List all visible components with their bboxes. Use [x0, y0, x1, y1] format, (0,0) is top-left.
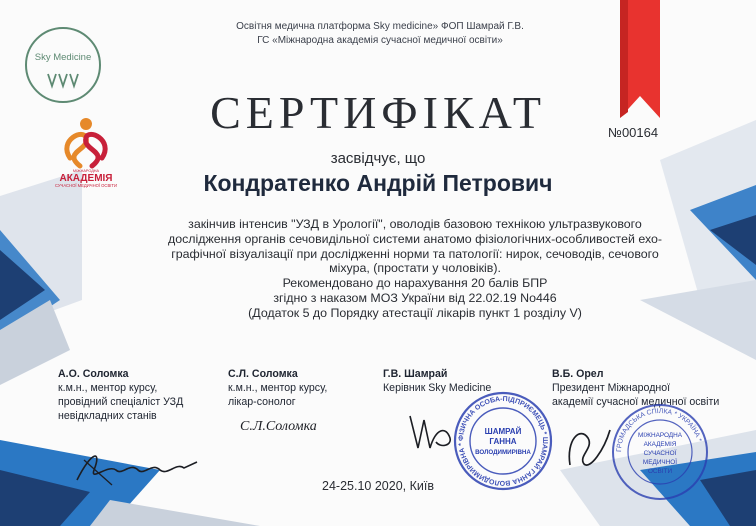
- body-line-4: міхура, (простати у чоловіків).: [329, 261, 501, 276]
- signatory-role: лікар-сонолог: [228, 396, 296, 408]
- signatory-role: Керівник Sky Medicine: [383, 382, 492, 394]
- signatory-role: невідкладних станів: [58, 410, 157, 422]
- signatory-2: [228, 367, 327, 409]
- certificate-title: СЕРТИФІКАТ: [210, 87, 546, 138]
- stamp-1-ring-text: ФІЗИЧНА ОСОБА-ПІДПРИЄМЕЦЬ * ШАМРАЙ ГАННА ВОЛОДИМИРІВНА *: [457, 395, 549, 487]
- body-line-5: Рекомендовано до нарахування 20 балів БПР: [282, 276, 548, 291]
- stamp-2-center-2: АКАДЕМІЯ: [643, 441, 677, 448]
- stamp-fop: [452, 390, 554, 492]
- certifies-text: засвідчує, що: [330, 150, 426, 167]
- signatory-role: Президент Міжнародної: [552, 382, 671, 394]
- academy-main: АКАДЕМІЯ: [59, 173, 113, 184]
- header-academy: ГС «Міжнародна академія сучасної медичної освіти»: [257, 35, 503, 46]
- signatory-role: к.м.н., ментор курсу,: [58, 382, 158, 394]
- signatory-name: С.Л. Соломка: [228, 368, 298, 380]
- leaf-icon: [48, 74, 78, 86]
- stamp-2-center-3: СУЧАСНОЇ: [643, 450, 677, 457]
- body-line-1: закінчив інтенсив "УЗД в Урології", оволодів базовою технікою ультразвукового: [188, 217, 642, 231]
- stamp-2-center-4: МЕДИЧНОЇ: [642, 459, 678, 466]
- stamp-1-center-2: ГАННА: [489, 437, 517, 446]
- signatory-role: академії сучасної медичної освіти: [552, 396, 720, 408]
- stamp-2-center-1: МІЖНАРОДНА: [637, 432, 683, 439]
- sky-logo-text: Sky Medicine: [34, 52, 92, 63]
- deco-bottom-left-grey: [90, 500, 260, 526]
- body-line-2: дослідження органів сечовидільної системи анатомо фізіологічних-особливостей ехо-: [167, 231, 663, 246]
- stamp-1-center-1: ШАМРАЙ: [484, 427, 522, 436]
- signatory-name: В.Б. Орел: [552, 368, 604, 380]
- body-line-3: графічної візуалізації при дослідженні норми та патології: нирок, сечоводів, сечового: [171, 246, 659, 261]
- body-line-6: згідно з наказом МОЗ України від 22.02.19 No446: [273, 290, 557, 305]
- signatory-role: провідний спеціаліст УЗД: [58, 396, 184, 408]
- header: [190, 20, 570, 48]
- certificate-number: №00164: [608, 125, 659, 140]
- signatory-role: к.м.н., ментор курсу,: [228, 382, 328, 394]
- academy-small: МІЖНАРОДНА: [72, 169, 100, 173]
- certificate-body: [155, 217, 675, 321]
- signatory-name: Г.В. Шамрай: [383, 368, 448, 380]
- academy-sub: СУЧАСНОЇ МЕДИЧНОЇ ОСВІТИ: [54, 183, 118, 188]
- body-line-7: (Додаток 5 до Порядку атестації лікарів пункт 1 розділу V): [248, 305, 582, 320]
- header-platform: Освітня медична платформа Sky medicine» ФОП Шамрай Г.В.: [236, 21, 524, 32]
- signatory-name: А.О. Соломка: [58, 368, 129, 380]
- stamp-2-ring-text: ГРОМАДСЬКА СПІЛКА * УКРАЇНА *: [615, 407, 703, 453]
- signature-2: [236, 412, 346, 436]
- signature-2-text: С.Л.Соломка: [240, 419, 317, 434]
- signature-3: [400, 408, 460, 458]
- stamp-1-center-3: ВОЛОДИМИРІВНА: [475, 449, 531, 456]
- certificate-date: 24-25.10 2020, Київ: [322, 479, 434, 493]
- stamp-2-center-5: ОСВІТИ: [647, 468, 673, 475]
- recipient-name: Кондратенко Андрій Петрович: [203, 170, 553, 196]
- signatory-1: [58, 367, 183, 423]
